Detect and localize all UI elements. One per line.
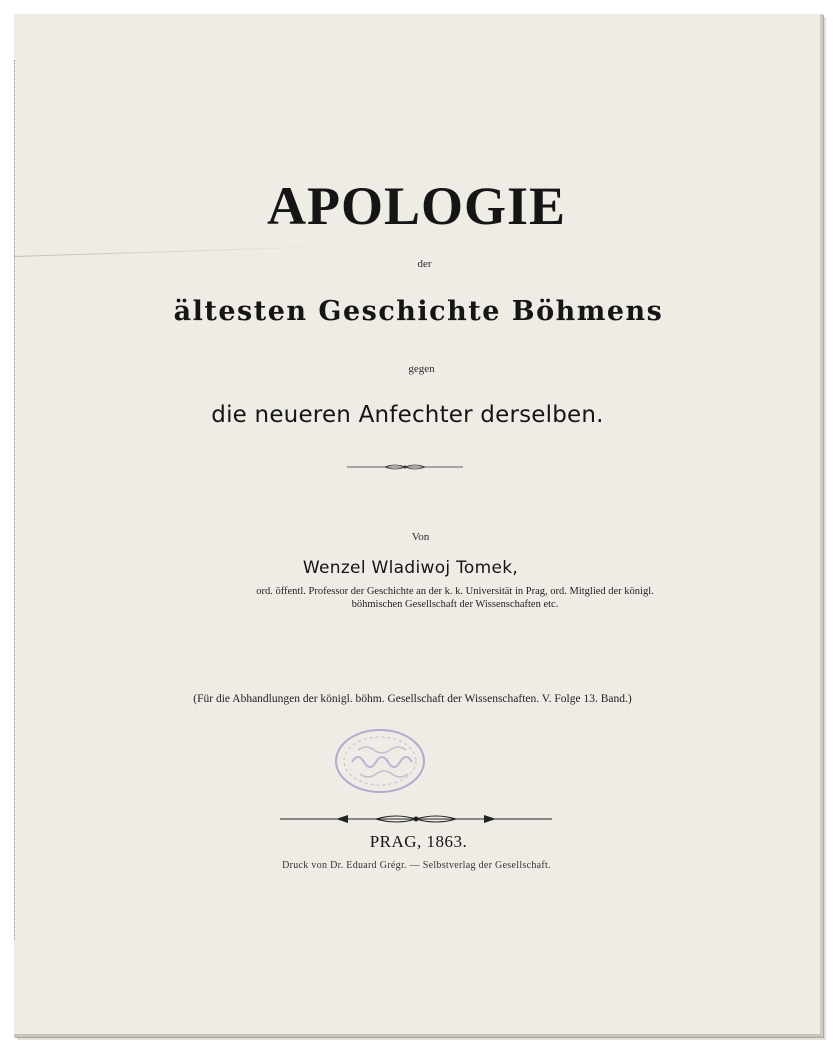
page-title: APOLOGIE xyxy=(266,176,567,236)
ornamental-rule-top xyxy=(345,462,465,472)
publication-note: (Für die Abhandlungen der königl. böhm. Gesellschaft der Wissenschaften. V. Folge 13. Band.) xyxy=(193,693,632,705)
library-stamp xyxy=(332,726,428,796)
printer-line: Druck von Dr. Eduard Grégr. — Selbstverlag der Gesellschaft. xyxy=(282,860,551,871)
author-name: Wenzel Wladiwoj Tomek, xyxy=(302,558,519,578)
connector-gegen: gegen xyxy=(408,363,435,375)
subtitle-line-2: die neueren Anfechter derselben. xyxy=(211,402,604,428)
by-label: Von xyxy=(411,531,430,543)
ornamental-rule-bottom xyxy=(276,812,556,826)
place-and-year: PRAG, 1863. xyxy=(369,832,468,851)
subtitle-line-1: ältesten Geschichte Böhmens xyxy=(173,296,664,327)
title-page xyxy=(14,14,823,1037)
connector-der: der xyxy=(417,258,432,270)
author-affiliation: ord. öffentl. Professor der Geschichte an der k. k. Universität in Prag, ord. Mitglied der königl. böhmischen Gesellschaft der Wissenschaften etc. xyxy=(256,586,654,610)
